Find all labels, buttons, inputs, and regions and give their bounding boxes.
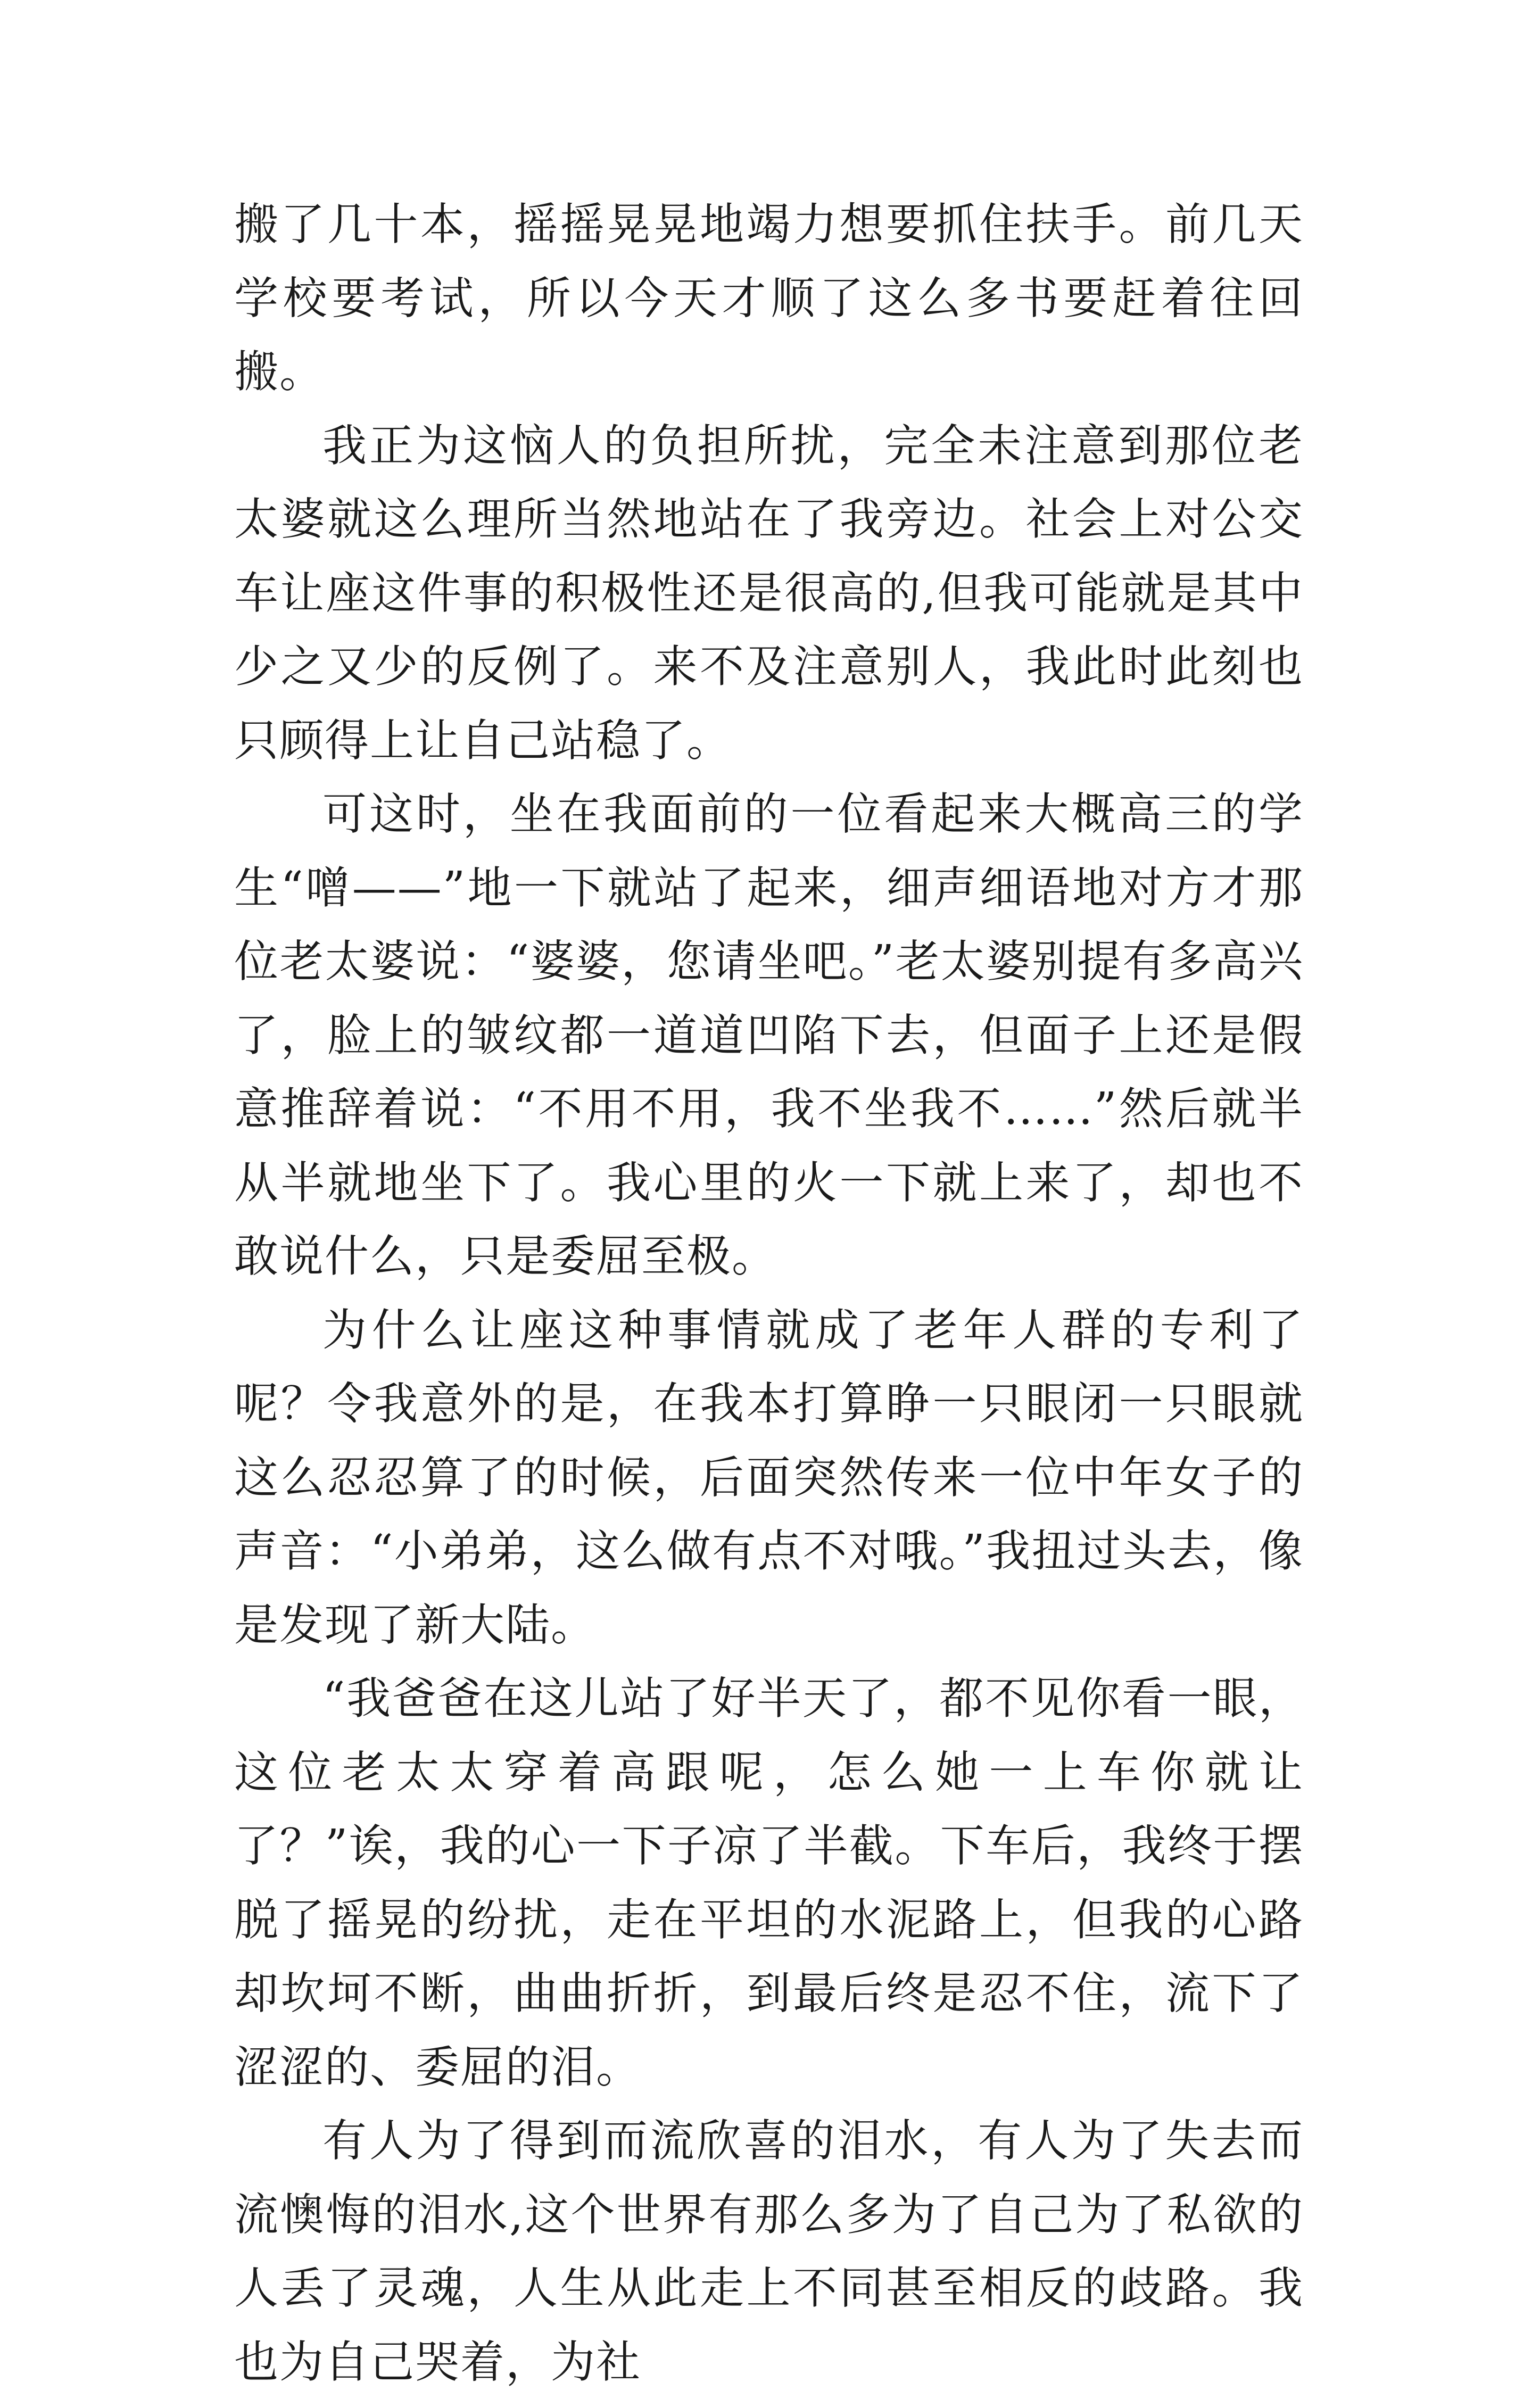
paragraph: 我正为这恼人的负担所扰，完全未注意到那位老太婆就这么理所当然地站在了我旁边。社会上对公交车让座这件事的积极性还是很高的,但我可能就是其中少之又少的反例了。来不及注意别人，我此时此刻也只顾得上让自己站稳了。	[234, 419, 1304, 766]
paragraph-continuation: 搬了几十本，摇摇晃晃地竭力想要抓住扶手。前几天学校要考试，所以今天才顺了这么多书要赶着往回搬。	[234, 198, 1304, 398]
paragraph: 可这时，坐在我面前的一位看起来大概高三的学生“噌——”地一下就站了起来，细声细语地对方才那位老太婆说：“婆婆，您请坐吧。”老太婆别提有多高兴了，脸上的皱纹都一道道凹陷下去，但面子上还是假意推辞着说：“不用不用，我不坐我不……”然后就半从半就地坐下了。我心里的火一下就上来了，却也不敢说什么，只是委屈至极。	[234, 788, 1304, 1282]
paragraph: 为什么让座这种事情就成了老年人群的专利了呢？令我意外的是，在我本打算睁一只眼闭一只眼就这么忍忍算了的时候，后面突然传来一位中年女子的声音：“小弟弟，这么做有点不对哦。”我扭过头去，像是发现了新大陆。	[234, 1304, 1304, 1651]
paragraph: 有人为了得到而流欣喜的泪水，有人为了失去而流懊悔的泪水,这个世界有那么多为了自己为了私欲的人丢了灵魂，人生从此走上不同甚至相反的歧路。我也为自己哭着，为社	[234, 2115, 1304, 2388]
essay-body	[234, 188, 1304, 2399]
paragraph: “我爸爸在这儿站了好半天了，都不见你看一眼，这位老太太穿着高跟呢，怎么她一上车你就让了？”诶，我的心一下子凉了半截。下车后，我终于摆脱了摇晃的纷扰，走在平坦的水泥路上，但我的心路却坎坷不断，曲曲折折，到最后终是忍不住，流下了涩涩的、委屈的泪。	[234, 1673, 1304, 2093]
